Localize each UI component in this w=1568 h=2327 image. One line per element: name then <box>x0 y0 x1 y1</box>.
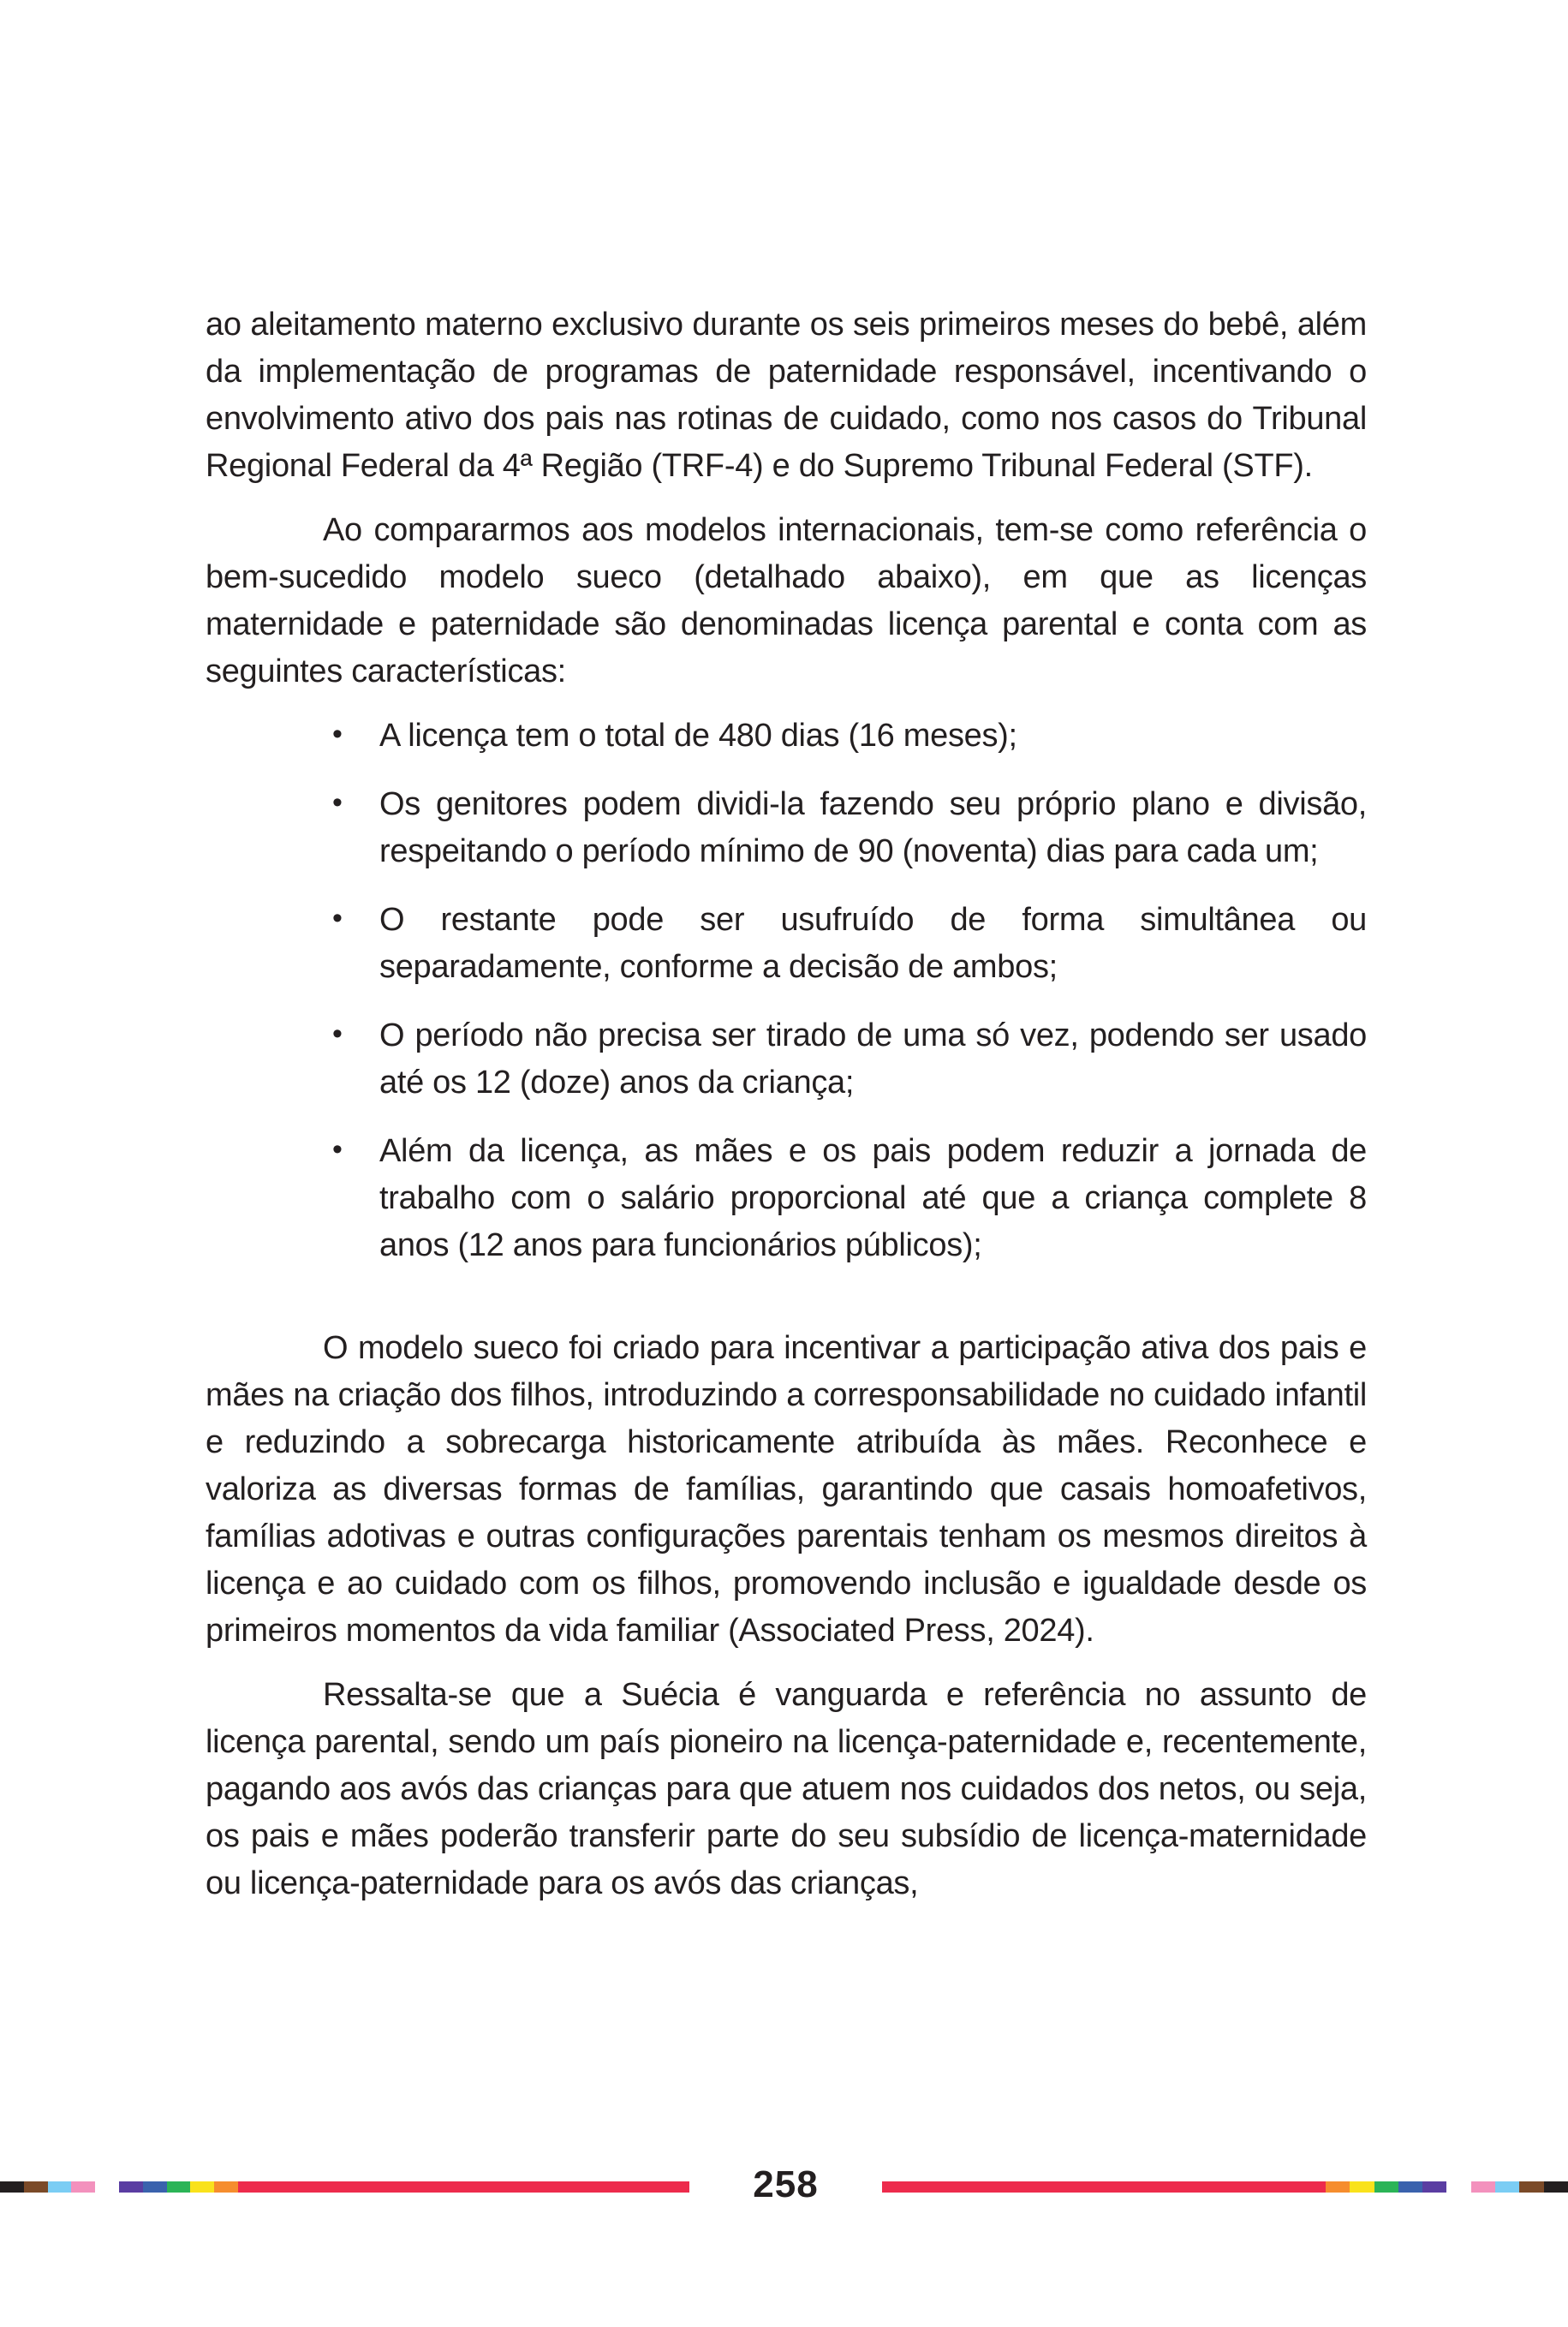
orange-strip-segment <box>1326 2181 1350 2193</box>
footer-rule-left <box>238 2181 689 2193</box>
bullet-item <box>206 781 1367 875</box>
bullet-item <box>206 1128 1367 1269</box>
green-strip-segment <box>1374 2181 1398 2193</box>
gap-strip-segment <box>95 2181 119 2193</box>
bullet-icon: • <box>332 902 343 934</box>
light-blue-strip-segment <box>48 2181 72 2193</box>
bullet-icon: • <box>332 718 343 750</box>
page-content <box>206 301 1367 1924</box>
paragraph-3: O modelo sueco foi criado para incentivar a participação ativa dos pais e mães na criação dos filhos, introduzindo a corresponsabilidade no cuidado infantil e reduzindo a sobrecarga historicamente atribuída às mães. Reconhece e valoriza as diversas formas de famílias, garantindo que casais homoafetivos, famílias adotivas e outras configurações parentais tenham os mesmos direitos à licença e ao cuidado com os filhos, promovendo inclusão e igualdade desde os primeiros momentos da vida familiar (Associated Press, 2024). <box>206 1330 1367 1649</box>
bullet-text: O restante pode ser usufruído de forma simultânea ou separadamente, conforme a decisão de ambos; <box>379 902 1367 985</box>
gap-strip-segment <box>1446 2181 1470 2193</box>
brown-strip-segment <box>24 2181 48 2193</box>
blue-strip-segment <box>143 2181 167 2193</box>
pride-strip-left <box>0 2181 238 2193</box>
bullet-text: O período não precisa ser tirado de uma só vez, podendo ser usado até os 12 (doze) anos da criança; <box>379 1017 1367 1101</box>
bullet-item <box>206 713 1367 760</box>
footer-rule-right <box>882 2181 1326 2193</box>
green-strip-segment <box>167 2181 191 2193</box>
paragraph-1: ao aleitamento materno exclusivo durante os seis primeiros meses do bebê, além da implementação de programas de paternidade responsável, incentivando o envolvimento ativo dos pais nas rotinas de cuidado, como nos casos do Tribunal Regional Federal da 4ª Região (TRF-4) e do Supremo Tribunal Federal (STF). <box>206 307 1367 484</box>
bullet-item <box>206 897 1367 991</box>
bullet-icon: • <box>332 1133 343 1166</box>
bullet-list <box>206 713 1367 1269</box>
brown-strip-segment <box>1519 2181 1543 2193</box>
bullet-text: Os genitores podem dividi-la fazendo seu próprio plano e divisão, respeitando o período mínimo de 90 (noventa) dias para cada um; <box>379 786 1367 869</box>
page-number: 258 <box>753 2163 819 2205</box>
paragraph-2: Ao compararmos aos modelos internacionais, tem-se como referência o bem-sucedido modelo sueco (detalhado abaixo), em que as licenças maternidade e paternidade são denominadas licença parental e conta com as seguintes características: <box>206 512 1367 689</box>
purple-strip-segment <box>1422 2181 1446 2193</box>
blue-strip-segment <box>1398 2181 1422 2193</box>
pink-strip-segment <box>1471 2181 1495 2193</box>
pride-strip-right <box>1326 2181 1568 2193</box>
bullet-item <box>206 1012 1367 1107</box>
bullet-icon: • <box>332 786 343 819</box>
paragraph-4: Ressalta-se que a Suécia é vanguarda e referência no assunto de licença parental, sendo um país pioneiro na licença-paternidade e, recentemente, pagando aos avós das crianças para que atuem nos cuidados dos netos, ou seja, os pais e mães poderão transferir parte do seu subsídio de licença-maternidade ou licença-paternidade para os avós das crianças, <box>206 1677 1367 1901</box>
orange-strip-segment <box>214 2181 238 2193</box>
yellow-strip-segment <box>1350 2181 1374 2193</box>
bullet-text: Além da licença, as mães e os pais podem reduzir a jornada de trabalho com o salário proporcional até que a criança complete 8 anos (12 anos para funcionários públicos); <box>379 1133 1367 1263</box>
bullet-text: A licença tem o total de 480 dias (16 meses); <box>379 718 1017 754</box>
yellow-strip-segment <box>190 2181 214 2193</box>
black-strip-segment <box>1544 2181 1568 2193</box>
pink-strip-segment <box>71 2181 95 2193</box>
black-strip-segment <box>0 2181 24 2193</box>
purple-strip-segment <box>119 2181 143 2193</box>
bullet-icon: • <box>332 1017 343 1050</box>
light-blue-strip-segment <box>1495 2181 1519 2193</box>
